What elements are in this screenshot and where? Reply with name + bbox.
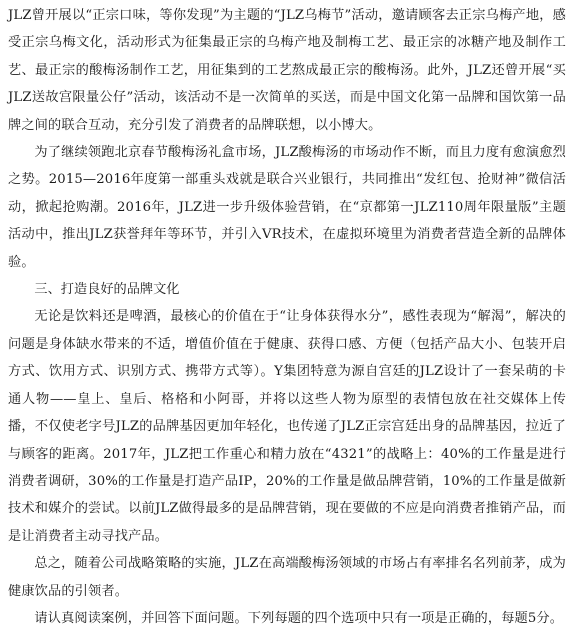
paragraph-instructions: 请认真阅读案例，并回答下面问题。下列每题的四个选项中只有一项是正确的，每题5分。	[34, 610, 564, 626]
section-heading: 三、打造良好的品牌文化	[34, 282, 180, 298]
paragraph-jlz-plum-festival: JLZ曾开展以“正宗口味，等你发现”为主题的“JLZ乌梅节”活动，邀请顾客去正宗乌梅产地，感受正宗乌梅文化，活动形式为征集最正宗的乌梅产地及制梅工艺、最正宗的冰糖产地及制作工艺、最正宗的酸梅汤制作工艺，用征集到的工艺熬成最正宗的酸梅汤。此外，JLZ还曾开展“买JLZ送故宫限量公仔”活动，该活动不是一次简单的买送，而是中国文化第一品牌和国饮第一品牌之间的联合互动，充分引发了消费者的品牌联想，以小博大。	[8, 8, 566, 133]
paragraph-spring-festival-market: 为了继续领跑北京春节酸梅汤礼盒市场，JLZ酸梅汤的市场动作不断，而且力度有愈演愈烈之势。2015—2016年度第一部重头戏就是联合兴业银行，共同推出“发红包、抢财神”微信活动，掀起抢购潮。2016年，JLZ进一步升级体验营销，在“京都第一JLZ110周年限量版”主题活动中，推出JLZ获誉拜年等环节，并引入VR技术，在虚拟环境里为消费者营造全新的品牌体验。	[8, 145, 566, 270]
paragraph-brand-culture: 无论是饮料还是啤酒，最核心的价值在于“让身体获得水分”，感性表现为“解渴”，解决的问题是身体缺水带来的不适，增值价值在于健康、获得口感、方便（包括产品大小、包装开启方式、饮用方式、识别方式、携带方式等）。Y集团特意为源自宫廷的JLZ设计了一套呆萌的卡通人物——皇上、皇后、格格和小阿哥，并将以这些人物为原型的表情包放在社交媒体上传播，不仅使老字号JLZ的品牌基因更加年轻化，也传递了JLZ正宗宫廷出身的品牌基因，拉近了与顾客的距离。2017年，JLZ把工作重心和精力放在“4321”的战略上：40%的工作量是进行消费者调研，30%的工作量是打造产品IP，20%的工作量是做品牌营销，10%的工作量是做新技术和媒介的尝试。以前JLZ做得最多的是品牌营销，现在要做的不应是向消费者推销产品，而是让消费者主动寻找产品。	[8, 309, 566, 544]
paragraph-summary: 总之，随着公司战略策略的实施，JLZ在高端酸梅汤领域的市场占有率排名名列前茅，成为健康饮品的引领者。	[8, 556, 566, 599]
